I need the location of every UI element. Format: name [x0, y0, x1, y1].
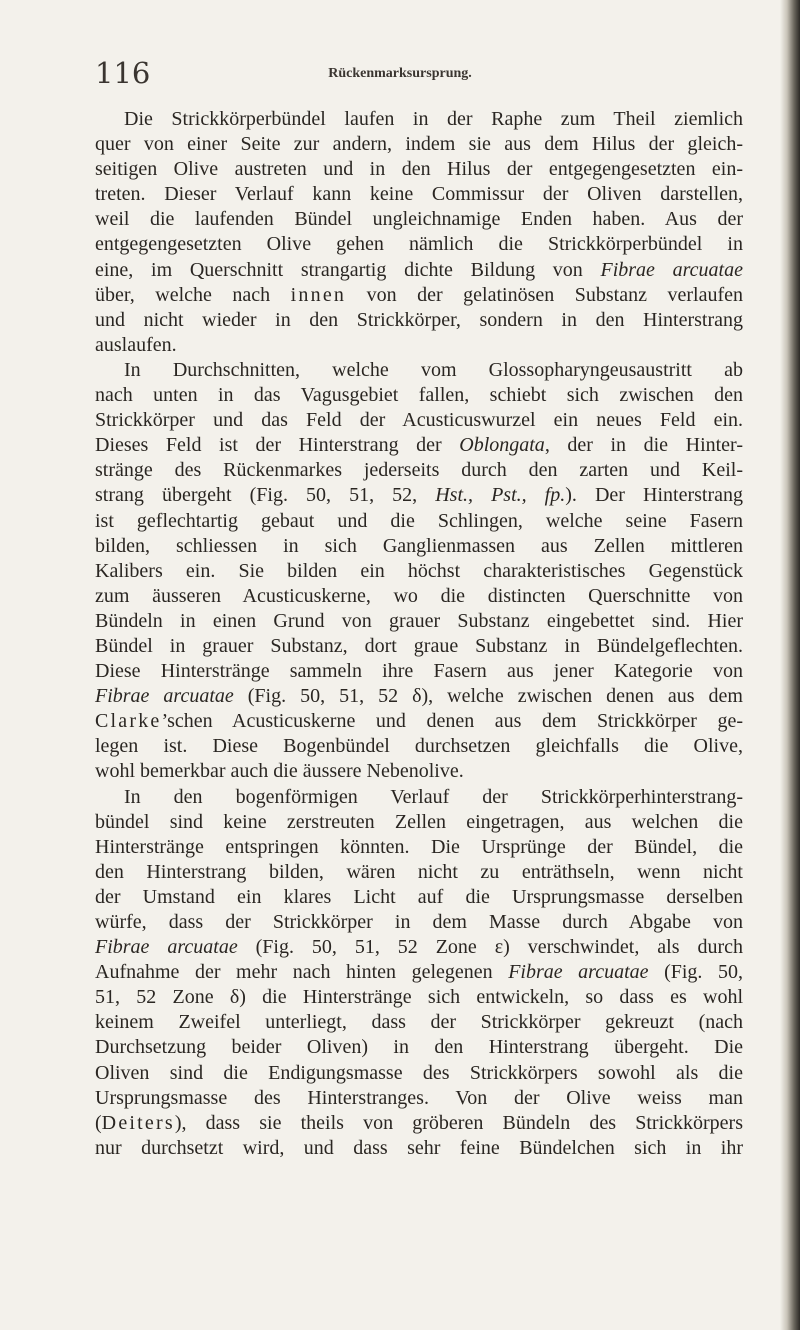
text-segment: 51, 52 Zone δ) die Hinterstränge sich entwickeln, so dass es wohl: [95, 986, 743, 1009]
text-segment: (Fig. 50, 51, 52 δ), welche zwischen denen aus dem: [233, 685, 743, 708]
text-line: [95, 559, 743, 584]
italic-term: Hst., Pst., fp.: [435, 484, 566, 507]
text-line: [95, 433, 743, 458]
text-line: [95, 207, 743, 232]
running-title: Rückenmarksursprung.: [328, 66, 472, 81]
spaced-name: Deiters: [101, 1111, 175, 1134]
text-segment: Diese Hinterstränge sammeln ihre Fasern aus jener Kategorie von: [95, 660, 743, 683]
text-segment: auslaufen.: [95, 333, 177, 356]
text-line: [95, 1136, 743, 1161]
text-line: [95, 132, 743, 157]
text-segment: (Fig. 50,: [648, 961, 743, 984]
text-line: [95, 985, 743, 1010]
text-segment: ). Der Hinterstrang: [565, 484, 743, 507]
text-segment: würfe, dass der Strickkörper in dem Masse durch Abgabe von: [95, 911, 743, 933]
text-line: [95, 709, 743, 734]
text-segment: (Fig. 50, 51, 52 Zone ε) verschwindet, als durch: [237, 936, 743, 959]
text-line: [95, 960, 743, 985]
text-segment: ist geflechtartig gebaut und die Schlingen, welche seine Fasern: [95, 509, 743, 532]
text-segment: Strickkörper und das Feld der Acusticuswurzel ein neues Feld ein.: [95, 409, 743, 432]
text-line: [95, 885, 743, 910]
text-line: [95, 910, 743, 935]
text-segment: (: [95, 1111, 102, 1134]
text-line: [95, 759, 743, 784]
text-segment: ’schen Acusticuskerne und denen aus dem Strickkörper ge-: [161, 710, 743, 733]
text-line: [95, 333, 743, 358]
text-segment: Bündeln in einen Grund von grauer Substanz eingebettet sind. Hier: [95, 609, 743, 632]
page-header: [0, 56, 800, 96]
text-segment: bündel sind keine zerstreuten Zellen eingetragen, aus welchen die: [95, 810, 743, 833]
text-segment: treten. Dieser Verlauf kann keine Commissur der Oliven darstellen,: [95, 183, 743, 206]
text-line: [95, 157, 743, 182]
text-segment: Ursprungsmasse des Hinterstranges. Von der Olive weiss man: [95, 1086, 743, 1109]
text-segment: ), dass sie theils von gröberen Bündeln des Strickkörpers: [174, 1111, 743, 1134]
text-segment: entgegengesetzten Olive gehen nämlich die Strickkörperbündel in: [95, 233, 743, 256]
text-segment: Kalibers ein. Sie bilden ein höchst charakteristisches Gegenstück: [95, 559, 743, 582]
text-segment: weil die laufenden Bündel ungleichnamige Enden haben. Aus der: [95, 208, 743, 231]
text-line: [95, 182, 743, 207]
text-line: [95, 232, 743, 257]
spaced-name: Clarke: [95, 710, 162, 733]
text-segment: von der gelatinösen Substanz verlaufen: [346, 283, 743, 306]
text-segment: , der in die Hinter-: [544, 434, 743, 457]
text-line: [95, 1010, 743, 1035]
text-line: [95, 609, 743, 634]
text-segment: quer von einer Seite zur andern, indem sie aus dem Hilus der gleich-: [95, 133, 743, 156]
italic-term: Fibrae arcuatae: [95, 685, 234, 708]
text-line: [95, 458, 743, 483]
italic-term: Fibrae arcuatae: [600, 258, 743, 281]
text-line: [95, 584, 743, 609]
text-line: [95, 258, 743, 283]
text-segment: nach unten in das Vagusgebiet fallen, schiebt sich zwischen den: [95, 384, 743, 407]
text-line: [95, 358, 743, 383]
italic-term: Oblongata: [459, 434, 545, 457]
text-line: [95, 483, 743, 508]
text-line: [95, 634, 743, 659]
text-segment: Durchsetzung beider Oliven) in den Hinterstrang übergeht. Die: [95, 1036, 743, 1059]
text-segment: Die Strickkörperbündel laufen in der Raphe zum Theil ziemlich: [124, 108, 743, 130]
text-segment: bilden, schliessen in sich Ganglienmassen aus Zellen mittleren: [95, 534, 743, 557]
text-line: [95, 534, 743, 559]
text-segment: stränge des Rückenmarkes jederseits durch den zarten und Keil-: [95, 459, 743, 482]
text-segment: nur durchsetzt wird, und dass sehr feine Bündelchen sich in ihr: [95, 1136, 743, 1159]
text-line: [95, 283, 743, 308]
text-line: [95, 308, 743, 333]
text-segment: Dieses Feld ist der Hinterstrang der: [95, 434, 460, 457]
text-segment: Oliven sind die Endigungsmasse des Strickkörpers sowohl als die: [95, 1061, 743, 1084]
text-line: [95, 1086, 743, 1111]
text-segment: legen ist. Diese Bogenbündel durchsetzen gleichfalls die Olive,: [95, 735, 743, 758]
text-segment: Aufnahme der mehr nach hinten gelegenen: [95, 961, 509, 984]
body-text: [95, 107, 743, 1161]
text-line: [95, 785, 743, 810]
text-line: [95, 383, 743, 408]
italic-term: Fibrae arcuatae: [508, 961, 649, 984]
text-segment: keinem Zweifel unterliegt, dass der Strickkörper gekreuzt (nach: [95, 1011, 743, 1034]
text-line: [95, 734, 743, 759]
text-segment: zum äusseren Acusticuskerne, wo die distincten Querschnitte von: [95, 584, 743, 607]
text-line: [95, 1061, 743, 1086]
text-line: [95, 1035, 743, 1060]
text-segment: Hinterstränge entspringen könnten. Die Ursprünge der Bündel, die: [95, 835, 743, 858]
spaced-name: innen: [290, 283, 347, 306]
text-segment: über, welche nach: [95, 283, 291, 306]
text-line: [95, 835, 743, 860]
text-segment: Bündel in grauer Substanz, dort graue Substanz in Bündelgeflechten.: [95, 634, 743, 657]
text-segment: seitigen Olive austreten und in den Hilus der entgegengesetzten ein-: [95, 158, 743, 181]
text-line: [95, 509, 743, 534]
text-segment: den Hinterstrang bilden, wären nicht zu enträthseln, wenn nicht: [95, 860, 743, 883]
text-line: [95, 935, 743, 960]
page-number: 116: [95, 56, 151, 90]
text-line: [95, 107, 743, 132]
text-segment: der Umstand ein klares Licht auf die Ursprungsmasse derselben: [95, 885, 743, 908]
text-line: [95, 1111, 743, 1136]
text-segment: eine, im Querschnitt strangartig dichte Bildung von: [95, 258, 601, 281]
text-segment: In den bogenförmigen Verlauf der Strickkörperhinterstrang-: [124, 785, 743, 808]
text-line: [95, 684, 743, 709]
text-line: [95, 860, 743, 885]
text-segment: und nicht wieder in den Strickkörper, sondern in den Hinterstrang: [95, 308, 743, 331]
text-line: [95, 659, 743, 684]
binding-edge-shadow: [780, 0, 800, 1330]
text-segment: strang übergeht (Fig. 50, 51, 52,: [95, 484, 436, 507]
text-segment: wohl bemerkbar auch die äussere Nebenolive.: [95, 760, 464, 783]
italic-term: Fibrae arcuatae: [95, 936, 238, 959]
text-line: [95, 408, 743, 433]
text-segment: In Durchschnitten, welche vom Glossopharyngeusaustritt ab: [124, 358, 743, 381]
text-line: [95, 810, 743, 835]
